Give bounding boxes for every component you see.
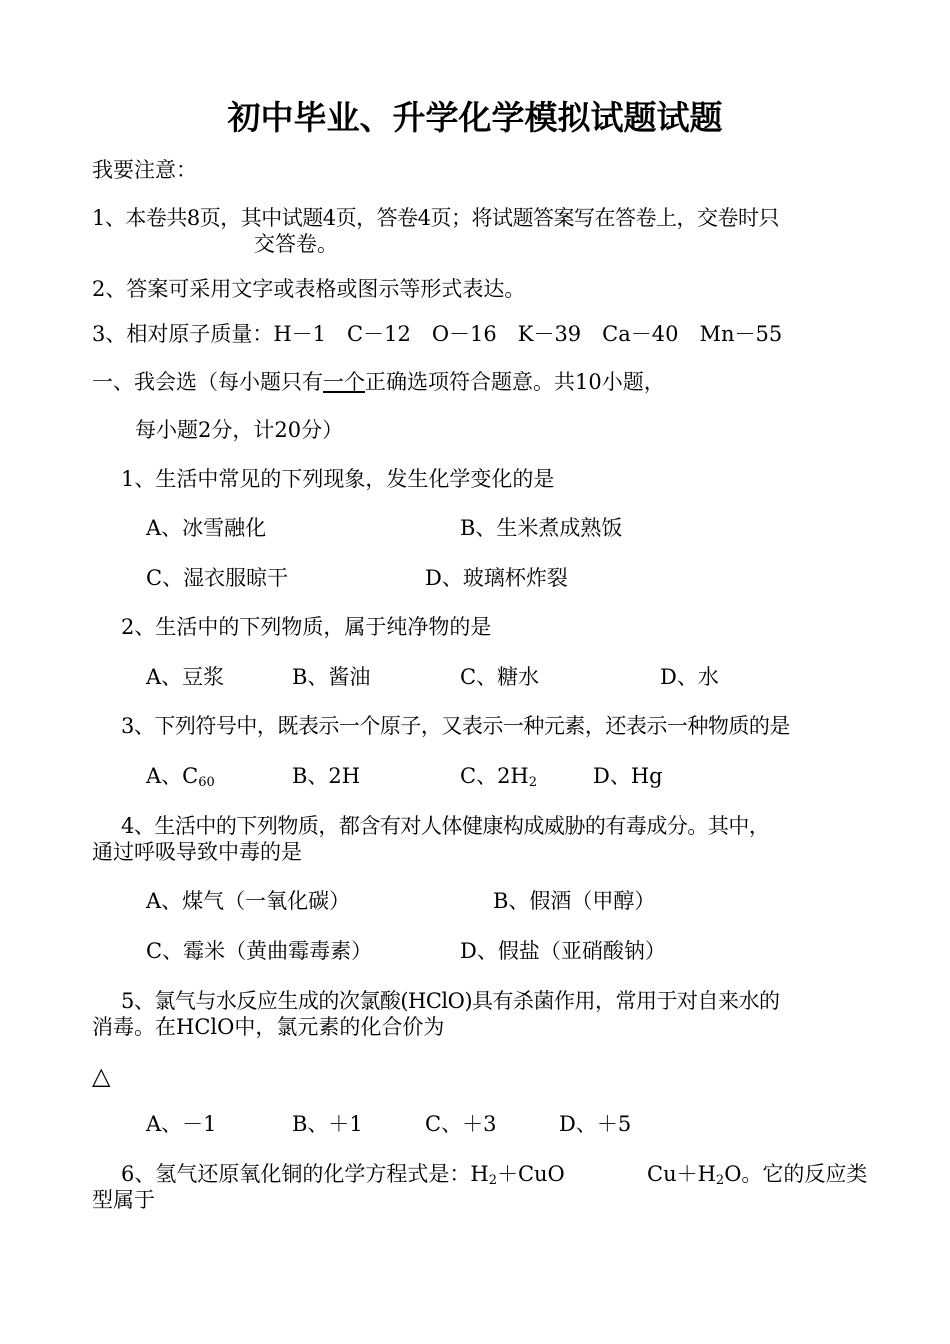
q6-stem-pre: 6、氢气还原氧化铜的化学方程式是：H xyxy=(121,1162,489,1186)
q3-option-b: B、2H xyxy=(292,764,361,788)
q2-option-b: B、酱油 xyxy=(292,665,371,689)
q2-option-c: C、糖水 xyxy=(460,665,540,689)
q6-stem-product xyxy=(647,1161,867,1187)
notice-item-2: 2、答案可采用文字或表格或图示等形式表达。 xyxy=(92,277,526,301)
section-heading-post: 正确选项符合题意。共10小题， xyxy=(365,370,665,394)
q3-option-c-text: C、2H xyxy=(460,764,529,788)
q6-stem-cu: Cu＋H xyxy=(647,1162,716,1186)
q1-option-a: A、冰雪融化 xyxy=(146,516,267,540)
q3-option-a-sub: 60 xyxy=(198,775,215,790)
triangle-symbol: △ xyxy=(92,1062,111,1090)
q4-stem: 4、生活中的下列物质，都含有对人体健康构成威胁的有毒成分。其中， xyxy=(121,814,770,838)
q1-stem: 1、生活中常见的下列现象，发生化学变化的是 xyxy=(121,467,555,491)
section-heading-cont: 每小题2分，计20分） xyxy=(135,418,344,442)
page-title: 初中毕业、升学化学模拟试题试题 xyxy=(227,98,723,137)
notice-heading: 我要注意： xyxy=(92,158,197,182)
notice-item-1-cont: 交答卷。 xyxy=(254,232,338,256)
q1-option-c: C、湿衣服晾干 xyxy=(146,566,289,590)
q6-stem-mid: ＋CuO xyxy=(496,1162,565,1186)
q6-stem xyxy=(121,1161,565,1187)
q4-stem-cont: 通过呼吸导致中毒的是 xyxy=(92,840,302,864)
q1-option-b: B、生米煮成熟饭 xyxy=(460,516,623,540)
q4-option-d: D、假盐（亚硝酸钠） xyxy=(460,939,666,963)
q5-stem: 5、氯气与水反应生成的次氯酸(HClO)具有杀菌作用，常用于对自来水的 xyxy=(121,989,780,1013)
q4-option-b: B、假酒（甲醇） xyxy=(493,889,656,913)
q5-option-b: B、＋1 xyxy=(292,1112,363,1136)
q3-option-a-text: A、C xyxy=(146,764,199,788)
q6-sub-2: 2 xyxy=(715,1173,725,1188)
q5-option-c: C、＋3 xyxy=(425,1112,497,1136)
q6-stem-cont: 型属于 xyxy=(92,1188,155,1212)
q2-option-d: D、水 xyxy=(660,665,719,689)
q1-option-d: D、玻璃杯炸裂 xyxy=(425,566,568,590)
q2-stem: 2、生活中的下列物质，属于纯净物的是 xyxy=(121,615,492,639)
q5-option-a: A、－1 xyxy=(146,1112,217,1136)
notice-item-3: 3、相对原子质量：H－1 C－12 O－16 K－39 Ca－40 Mn－55 xyxy=(92,322,783,346)
section-heading-pre: 一、我会选（每小题只有 xyxy=(92,370,323,394)
q2-option-a: A、豆浆 xyxy=(146,665,225,689)
notice-item-1: 1、本卷共8页，其中试题4页，答卷4页；将试题答案写在答卷上，交卷时只 xyxy=(92,206,779,230)
q6-stem-end: O。它的反应类 xyxy=(724,1162,868,1186)
section-heading xyxy=(92,369,665,395)
q3-option-a xyxy=(146,763,215,789)
q3-option-c-sub: 2 xyxy=(528,775,538,790)
q4-option-a: A、煤气（一氧化碳） xyxy=(146,889,351,913)
q3-stem: 3、下列符号中，既表示一个原子，又表示一种元素，还表示一种物质的是 xyxy=(121,714,790,738)
section-heading-underlined: 一个 xyxy=(323,370,365,394)
q6-sub-1: 2 xyxy=(488,1173,497,1188)
q3-option-d: D、Hg xyxy=(593,764,663,788)
q3-option-c xyxy=(460,763,537,789)
q5-stem-cont: 消毒。在HClO中，氯元素的化合价为 xyxy=(92,1015,445,1039)
q4-option-c: C、霉米（黄曲霉毒素） xyxy=(146,939,373,963)
q5-option-d: D、＋5 xyxy=(559,1112,632,1136)
